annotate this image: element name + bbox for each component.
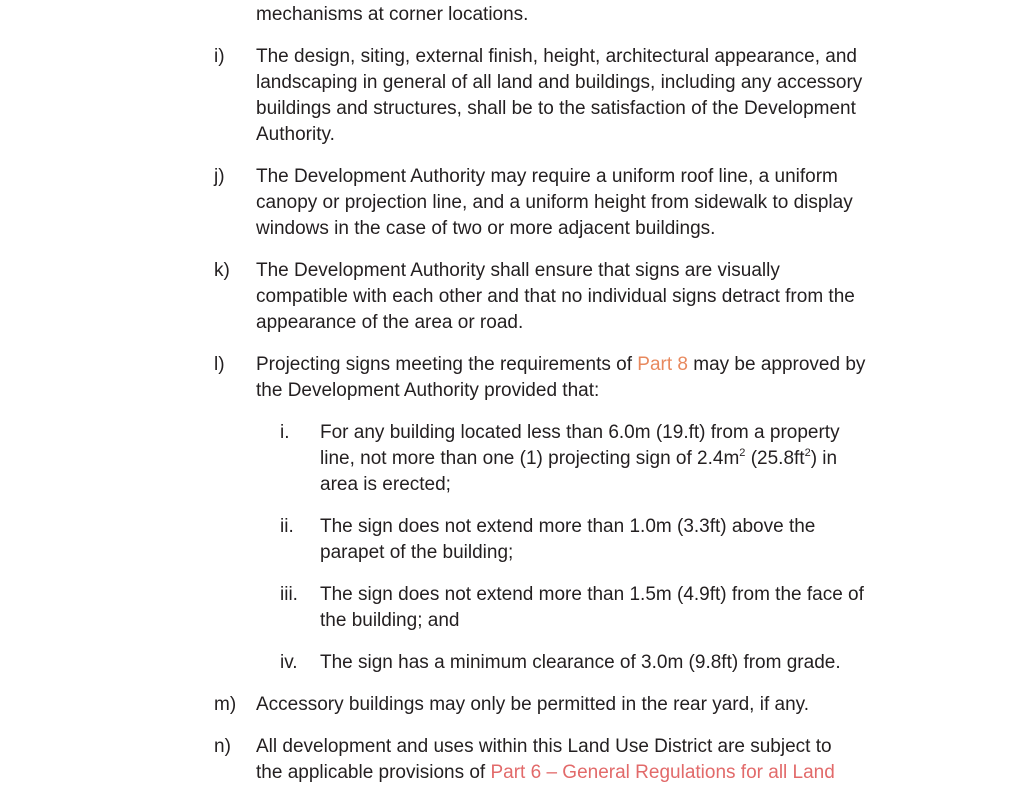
sub-item-iv-label: iv.	[280, 652, 298, 673]
sub-item-iii-label: iii.	[280, 584, 298, 605]
item-l-text-before: Projecting signs meeting the requirements of	[256, 354, 638, 375]
sub-item-i-text	[320, 420, 868, 498]
item-l-text-after: may be approved by the Development Authority provided that:	[256, 354, 866, 401]
item-n-label: n)	[214, 736, 231, 757]
item-n-line-2	[256, 760, 868, 786]
sub-item-i-text-middle: (25.8ft	[745, 448, 805, 469]
item-i-label: i)	[214, 46, 225, 67]
item-k-label: k)	[214, 260, 230, 281]
item-n-text	[256, 734, 868, 786]
sub-item-ii-text: The sign does not extend more than 1.0m (3.3ft) above the parapet of the building;	[320, 516, 816, 563]
sub-item-iii-text: The sign does not extend more than 1.5m (4.9ft) from the face of the building; and	[320, 584, 864, 631]
item-l-text	[256, 352, 868, 404]
item-n-line-1: All development and uses within this Land Use District are subject to	[256, 736, 832, 757]
part-6-link[interactable]: Part 6 – General Regulations for all Land	[490, 762, 835, 783]
item-m-text: Accessory buildings may only be permitted in the rear yard, if any.	[256, 694, 810, 715]
sub-item-i-text-after: ) in area is erected;	[320, 448, 838, 495]
item-n-cut-text: the applicable provisions of	[256, 762, 491, 783]
item-i-text: The design, siting, external finish, height, architectural appearance, and landscaping in general of all land and buildings, including any accessory buildings and structures, shall be to the satisfaction of the Development Authority.	[256, 46, 863, 145]
sub-item-iv-text: The sign has a minimum clearance of 3.0m (9.8ft) from grade.	[320, 652, 841, 673]
sub-item-i-text-before: For any building located less than 6.0m (19.ft) from a property line, not more than one (1) projecting sign of 2.4m	[320, 422, 840, 469]
superscript-2: 2	[804, 446, 811, 459]
item-m-label: m)	[214, 694, 237, 715]
sub-item-ii-label: ii.	[280, 516, 294, 537]
item-l-label: l)	[214, 354, 225, 375]
item-j-label: j)	[214, 166, 225, 187]
part-8-link[interactable]: Part 8	[637, 354, 688, 375]
item-j-text: The Development Authority may require a uniform roof line, a uniform canopy or projection line, and a uniform height from sidewalk to display windows in the case of two or more adjacent buildings.	[256, 166, 853, 239]
superscript-2: 2	[739, 446, 746, 459]
item-k-text: The Development Authority shall ensure that signs are visually compatible with each other and that no individual signs detract from the appearance of the area or road.	[256, 260, 855, 333]
item-h-text: mechanisms at corner locations.	[256, 4, 529, 25]
sub-item-i-label: i.	[280, 422, 290, 443]
